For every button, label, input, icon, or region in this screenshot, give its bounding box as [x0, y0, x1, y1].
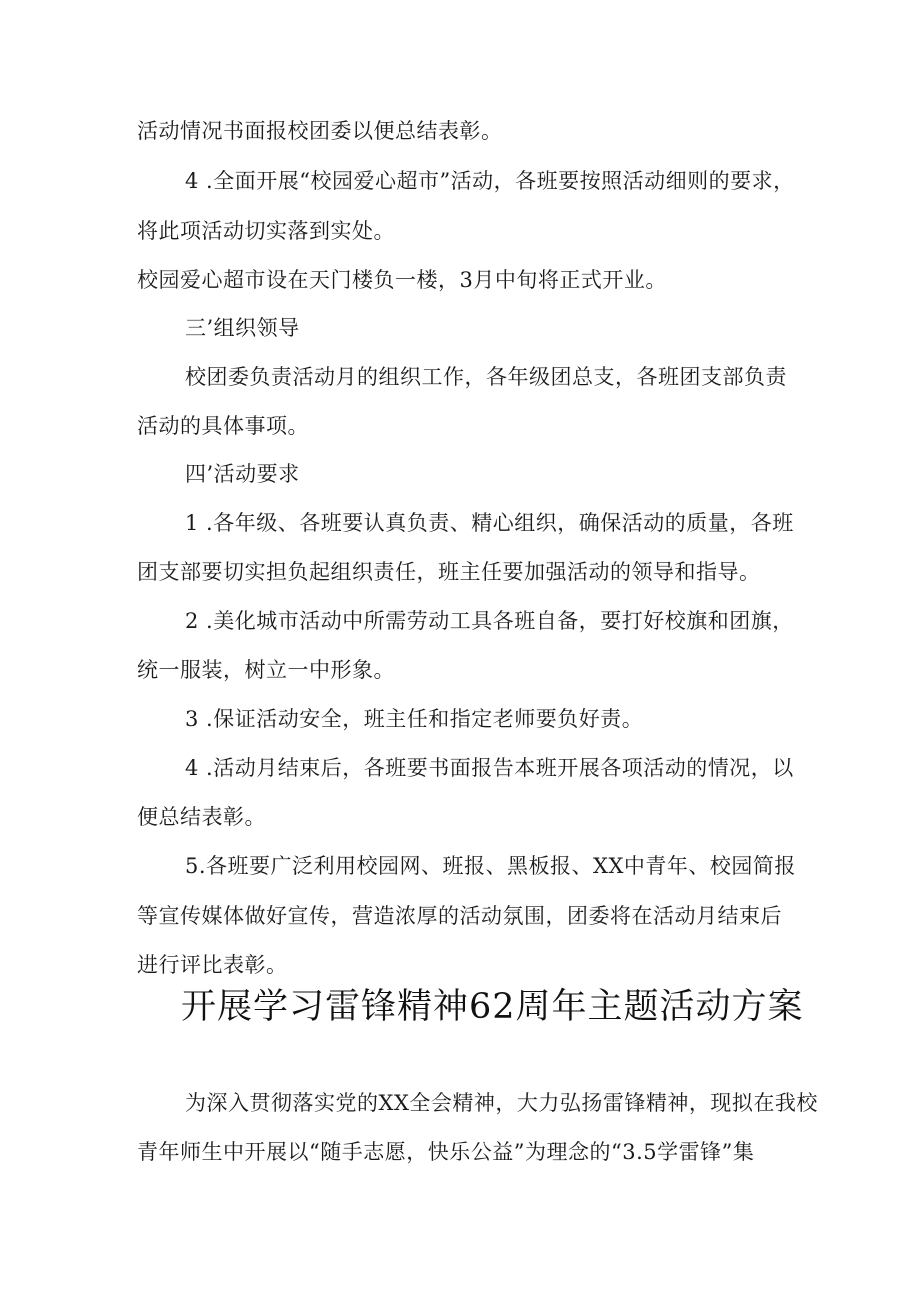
paragraph-line: 活动的具体事项。 — [137, 414, 309, 438]
paragraph-line: 统一服装，树立一中形象。 — [137, 658, 395, 682]
paragraph-line: 4 .活动月结束后，各班要书面报告本班开展各项活动的情况，以 — [185, 756, 794, 780]
section-heading: 三’组织领导 — [185, 316, 300, 340]
paragraph-line: 团支部要切实担负起组织责任，班主任要加强活动的领导和指导。 — [137, 560, 761, 584]
paragraph-line: 4 .全面开展“校园爱心超市”活动，各班要按照活动细则的要求， — [185, 169, 795, 193]
paragraph-line: 校园爱心超市设在天门楼负一楼，3月中旬将正式开业。 — [137, 268, 667, 292]
paragraph-line: 活动情况书面报校团委以便总结表彰。 — [137, 119, 503, 143]
paragraph-line: 便总结表彰。 — [137, 805, 266, 829]
paragraph-line: 为深入贯彻落实党的XX全会精神，大力弘扬雷锋精神，现拟在我校 — [185, 1091, 818, 1115]
paragraph-line: 进行评比表彰。 — [137, 953, 288, 977]
section-heading: 四’活动要求 — [185, 462, 300, 486]
paragraph-line: 5.各班要广泛利用校园网、班报、黑板报、XX中青年、校园简报 — [185, 854, 796, 878]
paragraph-line: 青年师生中开展以“随手志愿，快乐公益”为理念的“3.5学雷锋”集 — [137, 1140, 755, 1164]
document-title: 开展学习雷锋精神62周年主题活动方案 — [181, 987, 804, 1027]
paragraph-line: 1 .各年级、各班要认真负责、精心组织，确保活动的质量，各班 — [185, 511, 794, 535]
paragraph-line: 将此项活动切实落到实处。 — [137, 219, 395, 243]
paragraph-line: 2 .美化城市活动中所需劳动工具各班自备，要打好校旗和团旗， — [185, 609, 794, 633]
paragraph-line: 等宣传媒体做好宣传，营造浓厚的活动氛围，团委将在活动月结束后 — [137, 904, 782, 928]
paragraph-line: 校团委负责活动月的组织工作，各年级团总支，各班团支部负责 — [185, 365, 787, 389]
paragraph-line: 3 .保证活动安全，班主任和指定老师要负好责。 — [185, 707, 644, 731]
